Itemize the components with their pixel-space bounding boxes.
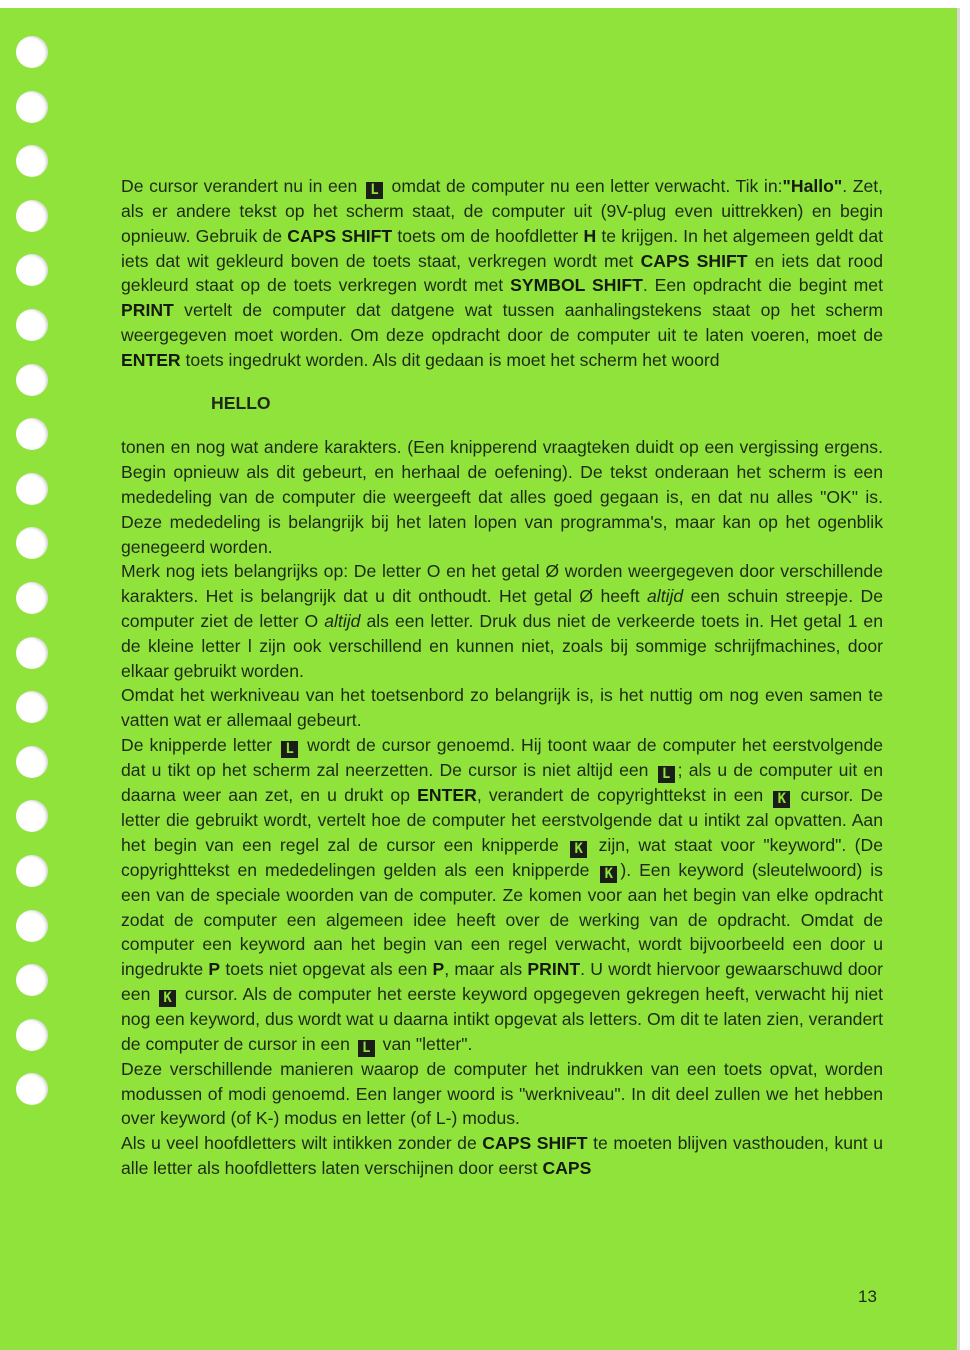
binding-hole	[16, 637, 48, 669]
binding-hole	[16, 254, 48, 286]
text-run: vertelt de computer dat datgene wat tussen aanhalingstekens staat op het scherm weergegeven moet worden. Om deze opdracht door de computer uit te laten voeren, moet de	[121, 300, 884, 345]
text-run: een schuin streepje. De computer ziet de letter O	[121, 586, 883, 631]
binding-hole	[16, 855, 48, 887]
text-run: ). Een keyword (sleutelwoord) is een van de speciale woorden van de computer. Ze komen voor aan het begin van elke opdracht zodat de computer een algemeen idee heeft over de werking van de opdracht. Omdat de computer een keyword aan het begin van een regel verwacht, wordt bijvoorbeeld een door u ingedrukte	[121, 859, 883, 980]
text-run: wordt de cursor genoemd. Hij toont waar de computer het eerstvolgende dat u tikt op het scherm zal neerzetten. De cursor is niet altijd een	[121, 734, 884, 780]
bold-term: SYMBOL SHIFT	[510, 275, 643, 296]
bold-term: ENTER	[417, 784, 477, 805]
text-run: te moeten blijven vasthouden, kunt u alle letter als hoofdletters laten verschijnen door eerst	[121, 1133, 884, 1178]
binding-hole	[16, 582, 48, 614]
text-run: . Een opdracht die begint met	[642, 275, 883, 296]
cursor-k-icon: K	[773, 791, 790, 808]
cursor-k-icon: K	[570, 841, 587, 858]
italic-term: altijd	[324, 610, 361, 631]
bold-term: CAPS	[542, 1157, 592, 1178]
text-run: toets niet opgevat als een	[225, 959, 428, 980]
page-number: 13	[858, 1287, 877, 1306]
bold-term: P	[432, 959, 445, 980]
bold-term: H	[583, 225, 597, 246]
bold-term: CAPS SHIFT	[482, 1133, 588, 1154]
hello-example: HELLO	[211, 392, 271, 413]
italic-term: altijd	[647, 586, 684, 607]
binding-hole	[16, 145, 48, 177]
text-run: en iets dat rood gekleurd staat op de toets verkregen wordt met	[121, 250, 884, 296]
binding-hole	[16, 91, 48, 123]
cursor-l-icon: L	[366, 182, 383, 199]
cursor-l-icon: L	[281, 741, 298, 758]
text-run: , verandert de copyrighttekst in een	[476, 784, 764, 805]
text-run: Als u veel hoofdletters wilt intikken zonder de	[121, 1133, 477, 1154]
bold-term: CAPS SHIFT	[640, 250, 748, 271]
text-run: van "letter".	[382, 1033, 473, 1054]
cursor-k-icon: K	[159, 990, 176, 1007]
text-run: toets om de hoofdletter	[397, 225, 579, 246]
binding-hole	[16, 1019, 48, 1051]
binding-hole	[16, 309, 48, 341]
binding-hole	[16, 200, 48, 232]
paragraph: Omdat het werkniveau van het toetsenbord zo belangrijk is, is het nuttig om nog even samen te vatten wat er allemaal gebeurt.	[121, 685, 883, 731]
bold-term: "Hallo"	[782, 176, 843, 196]
body-text	[121, 174, 883, 1181]
binding-hole	[16, 800, 48, 832]
text-run: cursor. Als de computer het eerste keyword opgegeven gekregen heeft, verwacht hij niet nog een keyword, dus wordt wat u daarna intikt opgevat als letters. Om dit te laten zien, verandert de computer de cursor in een	[121, 983, 884, 1054]
text-run: De knipperde letter	[121, 734, 272, 755]
paragraph: tonen en nog wat andere karakters. (Een knipperend vraagteken duidt op een vergissing ergens. Begin opnieuw als dit gebeurt, en herhaal de oefening). De tekst onderaan het scherm is een mededeling van de computer die weergeeft dat alles goed gegaan is, en dat nu alles "OK" is. Deze mededeling is belangrijk bij het laten lopen van programma's, maar kan op het ogenblik genegeerd worden.	[121, 437, 883, 557]
text-run: zijn, wat staat voor "keyword". (De copyrighttekst en mededelingen gelden als een knipperde	[121, 834, 884, 880]
binding-hole	[16, 691, 48, 723]
cursor-l-icon: L	[658, 766, 675, 783]
text-run: . U wordt hiervoor gewaarschuwd door een	[121, 959, 884, 1004]
text-run: ; als u de computer uit en daarna weer aan zet, en u drukt op	[121, 759, 883, 805]
bold-term: ENTER	[121, 349, 181, 370]
paragraph	[121, 559, 883, 683]
binding-hole	[16, 418, 48, 450]
text-run: Merk nog iets belangrijks op: De letter O en het getal Ø worden weergegeven door verschillende karakters. Het is belangrijk dat u dit onthoudt. Het getal Ø heeft	[121, 561, 883, 607]
cursor-l-icon: L	[358, 1040, 375, 1057]
bold-term: PRINT	[121, 300, 174, 321]
bold-term: CAPS SHIFT	[287, 225, 393, 246]
binding-hole	[16, 364, 48, 396]
text-run: als een letter. Druk dus niet de verkeerde toets in. Het getal 1 en de kleine letter l zijn ook verschillend en kunnen niet, zoals bij sommige schrijfmachines, door elkaar gebruikt worden.	[121, 610, 883, 681]
text-run: De cursor verandert nu in een	[121, 176, 358, 196]
binding-hole	[16, 36, 48, 68]
text-run: , maar als	[444, 959, 523, 980]
binding-hole	[16, 910, 48, 942]
text-run: . Zet, als er andere tekst op het scherm staat, de computer uit (9V-plug even uittrekken) en begin opnieuw. Gebruik de	[121, 176, 884, 246]
paragraph	[121, 733, 883, 1057]
text-run: toets ingedrukt worden. Als dit gedaan is moet het scherm het woord	[185, 349, 720, 370]
paragraph	[121, 1131, 883, 1181]
text-run: te krijgen. In het algemeen geldt dat iets dat wit gekleurd boven de toets staat, verkregen wordt met	[121, 225, 884, 271]
bold-term: P	[208, 959, 221, 980]
binding-hole	[16, 746, 48, 778]
paragraph: Deze verschillende manieren waarop de computer het indrukken van een toets opvat, worden modussen of modi genoemd. Een langer woord is "werkniveau". In dit deel zullen we het hebben over keyword (of K-) modus en letter (of L-) modus.	[121, 1058, 883, 1129]
paragraph	[121, 174, 883, 373]
cursor-k-icon: K	[600, 866, 617, 883]
text-run: omdat de computer nu een letter verwacht. Tik in:	[391, 176, 783, 196]
binding-holes	[16, 36, 56, 1336]
binding-hole	[16, 1073, 48, 1105]
binding-hole	[16, 964, 48, 996]
bold-term: PRINT	[527, 959, 581, 980]
book-page	[0, 8, 960, 1350]
binding-hole	[16, 473, 48, 505]
binding-hole	[16, 527, 48, 559]
text-run: cursor. De letter die gebruikt wordt, vertelt hoe de computer het eerstvolgende dat u intikt zal opvatten. Aan het begin van een regel zal de cursor een knipperde	[121, 784, 883, 855]
